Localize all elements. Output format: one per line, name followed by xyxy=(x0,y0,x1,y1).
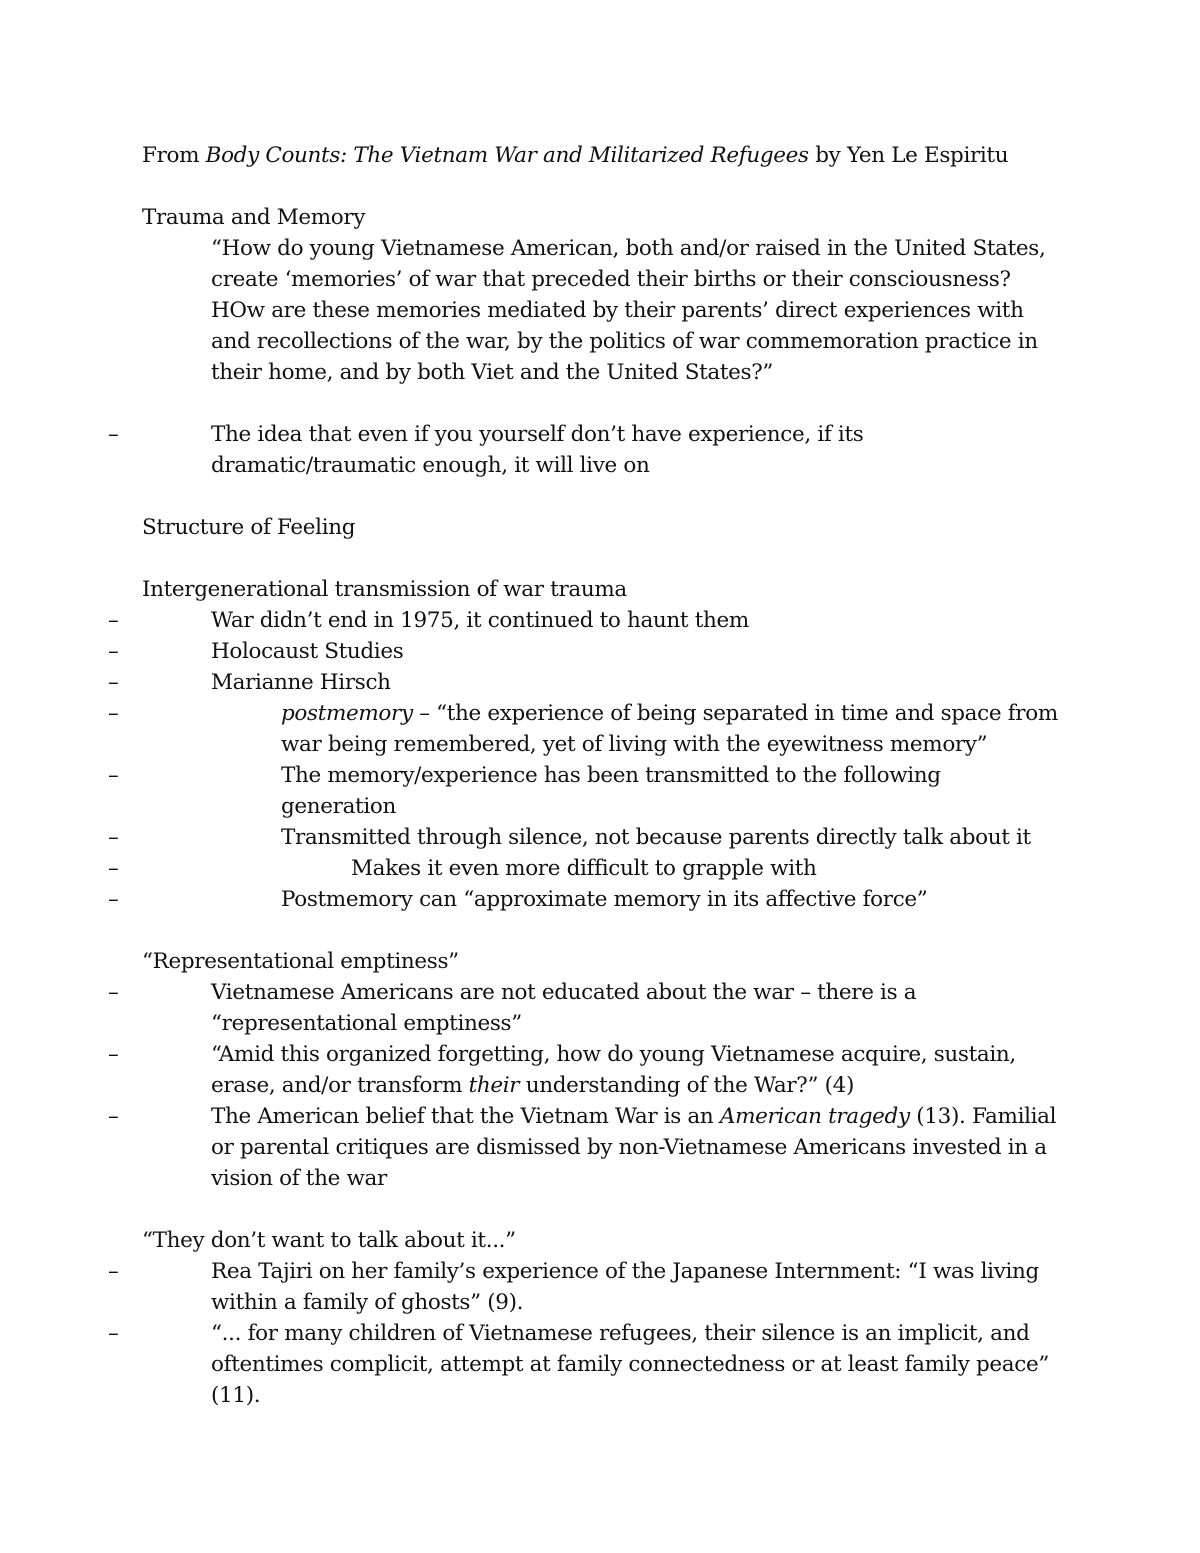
book-title: Body Counts: The Vietnam War and Militarized Refugees xyxy=(205,143,809,168)
list-item: – “... for many children of Vietnamese refugees, their silence is an implicit, and xyxy=(142,1318,1072,1349)
sub-list-item: – Postmemory can “approximate memory in its affective force” xyxy=(142,884,1072,915)
sub-sub-list-item: – Makes it even more difficult to grapple with xyxy=(142,853,1072,884)
list-item-continuation: dramatic/traumatic enough, it will live on xyxy=(211,453,650,478)
list-item: – Vietnamese Americans are not educated about the war – there is a xyxy=(142,977,1072,1008)
title-author: by Yen Le Espiritu xyxy=(808,143,1009,168)
document-title xyxy=(142,140,1072,171)
list-item: – Marianne Hirsch xyxy=(142,667,1072,698)
bullet-dash: – xyxy=(108,887,119,912)
bullet-dash: – xyxy=(108,980,119,1005)
sub-list-item: – The memory/experience has been transmitted to the following xyxy=(142,760,1072,791)
section-heading-intergenerational: Intergenerational transmission of war trauma xyxy=(142,577,627,602)
bullet-dash: – xyxy=(108,763,119,788)
list-item-continuation: vision of the war xyxy=(211,1166,387,1191)
list-item: – Rea Tajiri on her family’s experience of the Japanese Internment: “I was living xyxy=(142,1256,1072,1287)
list-item-continuation: generation xyxy=(281,794,396,819)
quote-line: “How do young Vietnamese American, both and/or raised in the United States, xyxy=(211,236,1046,261)
quote-line: their home, and by both Viet and the United States?” xyxy=(211,360,774,385)
quote-line: and recollections of the war, by the politics of war commemoration practice in xyxy=(211,329,1038,354)
sub-list-item: – Transmitted through silence, not because parents directly talk about it xyxy=(142,822,1072,853)
section-heading-representational: “Representational emptiness” xyxy=(142,949,459,974)
section-heading-talk: “They don’t want to talk about it...” xyxy=(142,1228,516,1253)
bullet-dash: – xyxy=(108,639,119,664)
quote-line: HOw are these memories mediated by their parents’ direct experiences with xyxy=(211,298,1024,323)
bullet-dash: – xyxy=(108,1259,119,1284)
term-postmemory: postmemory xyxy=(281,701,413,726)
section-heading-trauma: Trauma and Memory xyxy=(142,205,366,230)
section-heading-structure: Structure of Feeling xyxy=(142,515,356,540)
bullet-dash: – xyxy=(108,1104,119,1129)
bullet-dash: – xyxy=(108,670,119,695)
document-page xyxy=(108,140,1072,1411)
bullet-dash: – xyxy=(108,608,119,633)
quote-line: create ‘memories’ of war that preceded their births or their consciousness? xyxy=(211,267,1011,292)
sub-list-item: – postmemory – “the experience of being separated in time and space from xyxy=(142,698,1072,729)
list-item-continuation: within a family of ghosts” (9). xyxy=(211,1290,524,1315)
list-item-continuation: war being remembered, yet of living with the eyewitness memory” xyxy=(281,732,988,757)
list-item: – The idea that even if you yourself don’t have experience, if its xyxy=(142,419,1072,450)
list-item-continuation: oftentimes complicit, attempt at family connectedness or at least family peace” xyxy=(211,1352,1049,1377)
list-item: – The American belief that the Vietnam War is an American tragedy (13). Familial xyxy=(142,1101,1072,1132)
bullet-dash: – xyxy=(108,701,119,726)
title-prefix: From xyxy=(142,143,206,168)
list-item: – “Amid this organized forgetting, how do young Vietnamese acquire, sustain, xyxy=(142,1039,1072,1070)
bullet-dash: – xyxy=(108,422,119,447)
bullet-dash: – xyxy=(108,1321,119,1346)
bullet-dash: – xyxy=(108,1042,119,1067)
list-item-continuation: or parental critiques are dismissed by non-Vietnamese Americans invested in a xyxy=(211,1135,1047,1160)
list-item-continuation: erase, and/or transform their understanding of the War?” (4) xyxy=(211,1073,854,1098)
list-item: – Holocaust Studies xyxy=(142,636,1072,667)
list-item: – War didn’t end in 1975, it continued to haunt them xyxy=(142,605,1072,636)
bullet-dash: – xyxy=(108,825,119,850)
quote-block xyxy=(142,233,1072,388)
list-item-continuation: “representational emptiness” xyxy=(211,1011,522,1036)
bullet-dash: – xyxy=(108,856,119,881)
list-item-continuation: (11). xyxy=(211,1383,261,1408)
